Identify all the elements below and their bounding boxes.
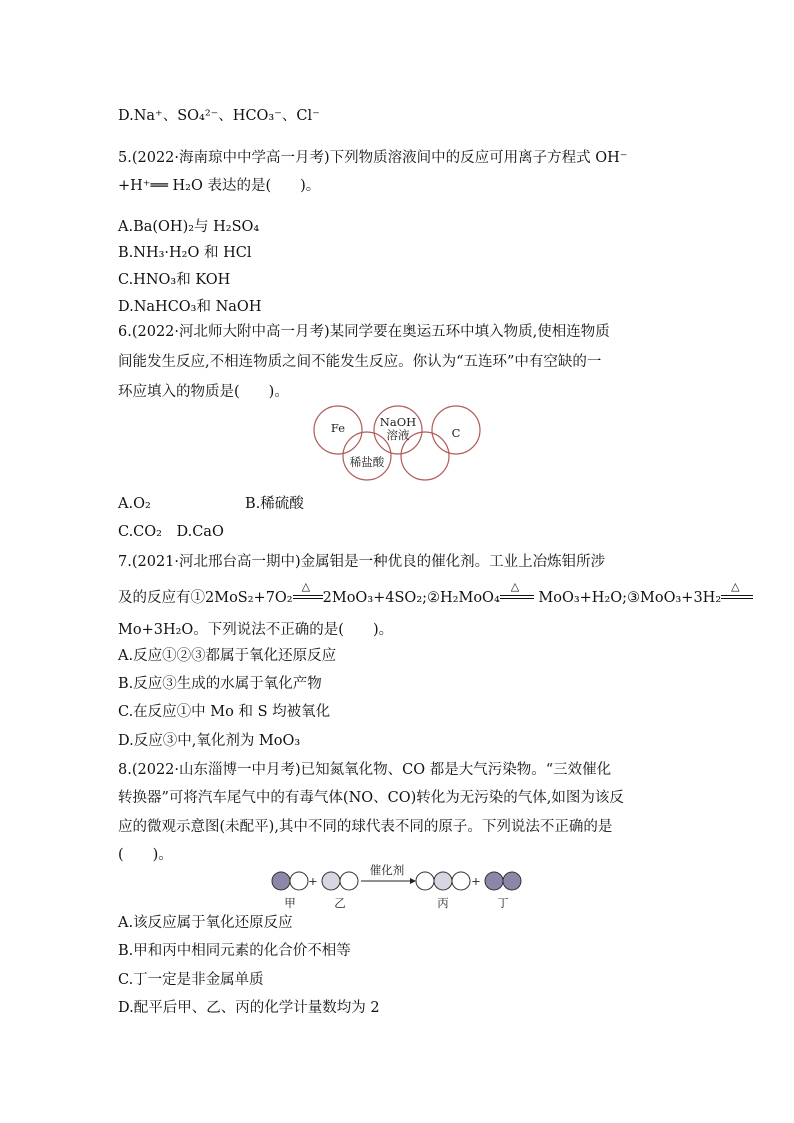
q7-option-d: D.反应③中,氧化剂为 MoO₃: [118, 733, 301, 749]
q7-stem-line2: [118, 580, 753, 608]
plus-1: +: [308, 874, 318, 888]
ring-naoh-label-1: NaOH: [379, 415, 417, 429]
q8-option-c: C.丁一定是非金属单质: [118, 972, 264, 988]
q6-stem-line1: 6.(2022·河北师大附中高一月考)某同学要在奥运五环中填入物质,使相连物质: [118, 324, 610, 340]
heat-arrow-2: [500, 580, 534, 605]
yi-atom-light: [322, 872, 340, 890]
molecule-reaction-diagram: [268, 860, 528, 912]
heat-symbol-1: △: [301, 580, 311, 593]
q6-option-a: A.O₂: [118, 496, 151, 512]
q6-option-cd: C.CO₂ D.CaO: [118, 524, 224, 540]
q5-option-a: A.Ba(OH)₂与 H₂SO₄: [118, 219, 260, 235]
q7-eq2-left: 2MoO₃+4SO₂;②H₂MoO₄: [322, 590, 500, 606]
q5-option-b: B.NH₃·H₂O 和 HCl: [118, 245, 252, 261]
q8-option-a: A.该反应属于氧化还原反应: [118, 915, 293, 931]
q7-option-b: B.反应③生成的水属于氧化产物: [118, 676, 322, 692]
yi-atom-white: [340, 872, 358, 890]
ring-naoh-label-2: 溶液: [386, 428, 410, 442]
q5-option-d: D.NaHCO₃和 NaOH: [118, 299, 262, 315]
q8-option-b: B.甲和丙中相同元素的化合价不相等: [118, 943, 351, 959]
q8-stem-line4: ( )。: [118, 847, 173, 863]
q8-option-d: D.配平后甲、乙、丙的化学计量数均为 2: [118, 1000, 380, 1016]
q7-stem-line1: 7.(2021·河北邢台高一期中)金属钼是一种优良的催化剂。工业上冶炼钼所涉: [118, 554, 606, 570]
q8-stem-line3: 应的微观示意图(未配平),其中不同的球代表不同的原子。下列说法不正确的是: [118, 819, 613, 835]
label-jia: 甲: [284, 896, 296, 910]
label-bing: 丙: [437, 896, 449, 910]
ring-c-label: C: [451, 426, 461, 440]
bing-atom-white-2: [452, 872, 470, 890]
reaction-arrowhead: [410, 878, 416, 884]
ding-atom-dark-1: [485, 872, 503, 890]
q6-option-b: B.稀硫酸: [245, 496, 304, 512]
q7-option-a: A.反应①②③都属于氧化还原反应: [118, 648, 337, 664]
label-yi: 乙: [334, 896, 346, 910]
q8-stem-line1: 8.(2022·山东淄博一中月考)已知氮氧化物、CO 都是大气污染物。“三效催化: [118, 762, 612, 778]
jia-atom-dark: [272, 872, 290, 890]
q5-stem-line1: 5.(2022·海南琼中中学高一月考)下列物质溶液间中的反应可用离子方程式 OH⁻: [118, 150, 628, 166]
bing-atom-light: [434, 872, 452, 890]
ring-hcl-label: 稀盐酸: [349, 455, 385, 469]
heat-arrow-1: [293, 580, 323, 605]
q8-stem-line2: 转换器”可将汽车尾气中的有毒气体(NO、CO)转化为无污染的气体,如图为该反: [118, 790, 624, 806]
q7-option-c: C.在反应①中 Mo 和 S 均被氧化: [118, 704, 331, 720]
q7-stem-line3: Mo+3H₂O。下列说法不正确的是( )。: [118, 622, 394, 638]
heat-symbol-3: △: [731, 580, 740, 593]
q6-stem-line2: 间能发生反应,不相连物质之间不能发生反应。你认为“五连环”中有空缺的一: [118, 354, 602, 370]
label-ding: 丁: [497, 896, 509, 910]
q4-option-d: D.Na⁺、SO₄²⁻、HCO₃⁻、Cl⁻: [118, 108, 320, 124]
q5-option-c: C.HNO₃和 KOH: [118, 272, 231, 288]
ring-fe-label: Fe: [330, 421, 346, 435]
q5-stem-line2: +H⁺══ H₂O 表达的是( )。: [118, 178, 321, 194]
q6-stem-line3: 环应填入的物质是( )。: [118, 384, 289, 400]
plus-2: +: [471, 874, 481, 888]
catalyst-label: 催化剂: [369, 863, 405, 877]
q7-eq3-left: MoO₃+H₂O;③MoO₃+3H₂: [533, 590, 722, 606]
olympic-rings-diagram: [300, 404, 490, 486]
jia-atom-white: [290, 872, 308, 890]
heat-arrow-3: [721, 580, 753, 605]
ding-atom-dark-2: [503, 872, 521, 890]
q7-eq1-left: 及的反应有①2MoS₂+7O₂: [118, 590, 293, 606]
bing-atom-white-1: [416, 872, 434, 890]
heat-symbol-2: △: [510, 580, 520, 593]
